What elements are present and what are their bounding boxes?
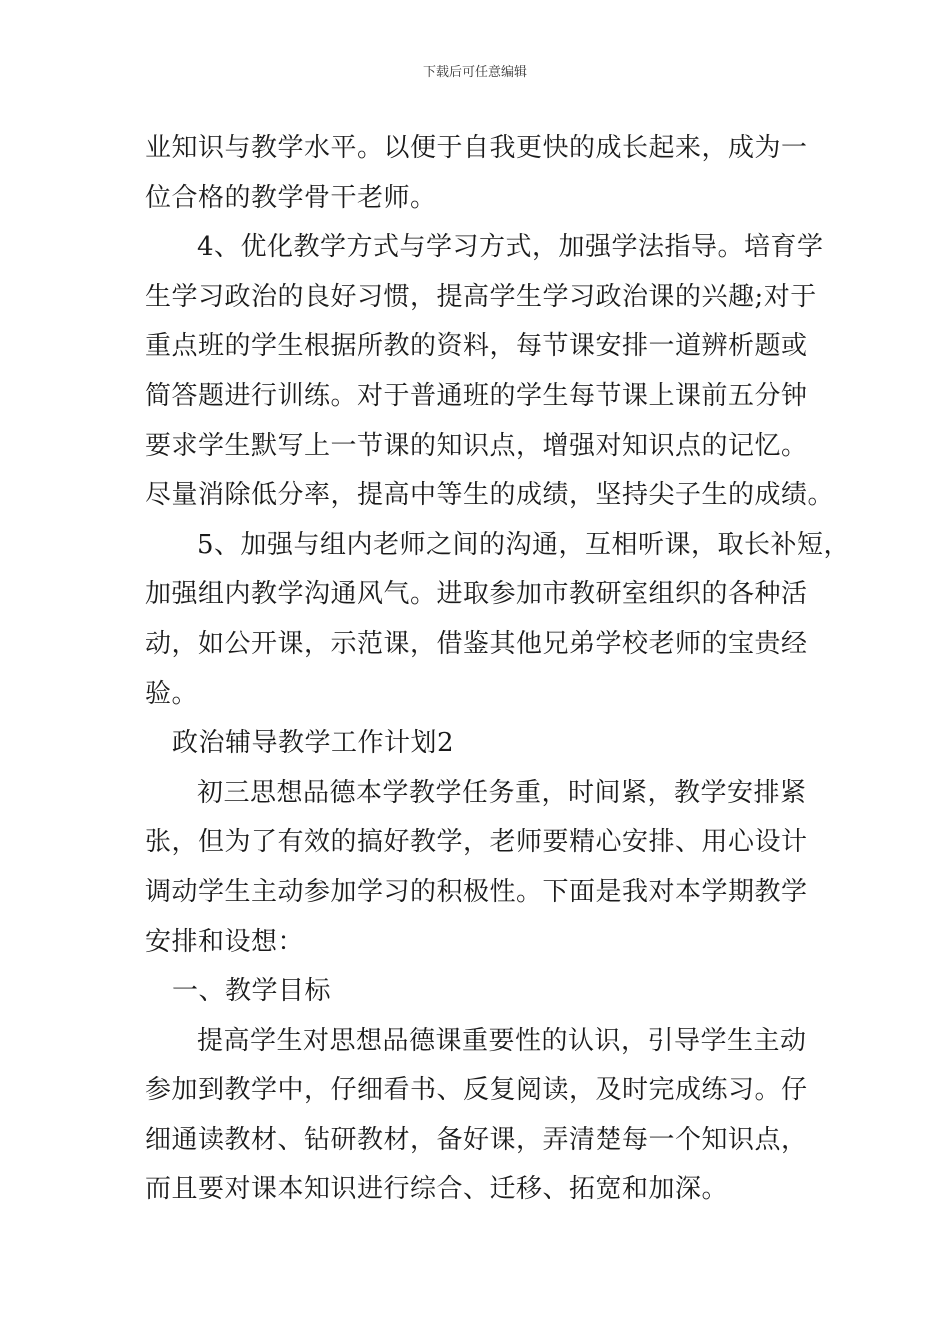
paragraph-start-line: 5、加强与组内老师之间的沟通，互相听课，取长补短， [197, 529, 851, 560]
text-line: 张，但为了有效的搞好教学，老师要精心安排、用心设计 [145, 827, 808, 858]
text-line: 动，如公开课，示范课，借鉴其他兄弟学校老师的宝贵经 [145, 628, 808, 659]
text-line: 位合格的教学骨干老师。 [145, 182, 437, 213]
text-line: 简答题进行训练。对于普通班的学生每节课上课前五分钟 [145, 380, 808, 411]
paragraph-start-line: 初三思想品德本学教学任务重，时间紧，教学安排紧 [197, 777, 807, 808]
text-line: 业知识与教学水平。以便于自我更快的成长起来，成为一 [145, 133, 808, 163]
text-line: 重点班的学生根据所教的资料，每节课安排一道辨析题或 [145, 331, 808, 362]
text-line: 生学习政治的良好习惯，提高学生学习政治课的兴趣;对于 [145, 281, 817, 312]
text-line: 而且要对课本知识进行综合、迁移、拓宽和加深。 [145, 1174, 729, 1205]
text-line: 安排和设想： [145, 926, 305, 957]
text-line: 参加到教学中，仔细看书、反复阅读，及时完成练习。仔 [145, 1075, 808, 1106]
section-heading: 一、教学目标 [172, 976, 332, 1007]
text-line: 验。 [145, 678, 199, 709]
page-header: 下载后可任意编辑 [422, 65, 527, 80]
paragraph-start-line: 4、优化教学方式与学习方式，加强学法指导。培育学 [197, 232, 824, 263]
section-title: 政治辅导教学工作计划2 [172, 728, 455, 759]
text-line: 调动学生主动参加学习的积极性。下面是我对本学期教学 [145, 876, 808, 907]
text-line: 细通读教材、钻研教材，备好课，弄清楚每一个知识点， [145, 1124, 808, 1155]
text-line: 尽量消除低分率，提高中等生的成绩，坚持尖子生的成绩。 [145, 480, 835, 511]
document-body [145, 124, 851, 1215]
paragraph-start-line: 提高学生对思想品德课重要性的认识，引导学生主动 [197, 1025, 807, 1056]
text-line: 加强组内教学沟通风气。进取参加市教研室组织的各种活 [145, 579, 808, 610]
text-line: 要求学生默写上一节课的知识点，增强对知识点的记忆。 [145, 430, 808, 461]
